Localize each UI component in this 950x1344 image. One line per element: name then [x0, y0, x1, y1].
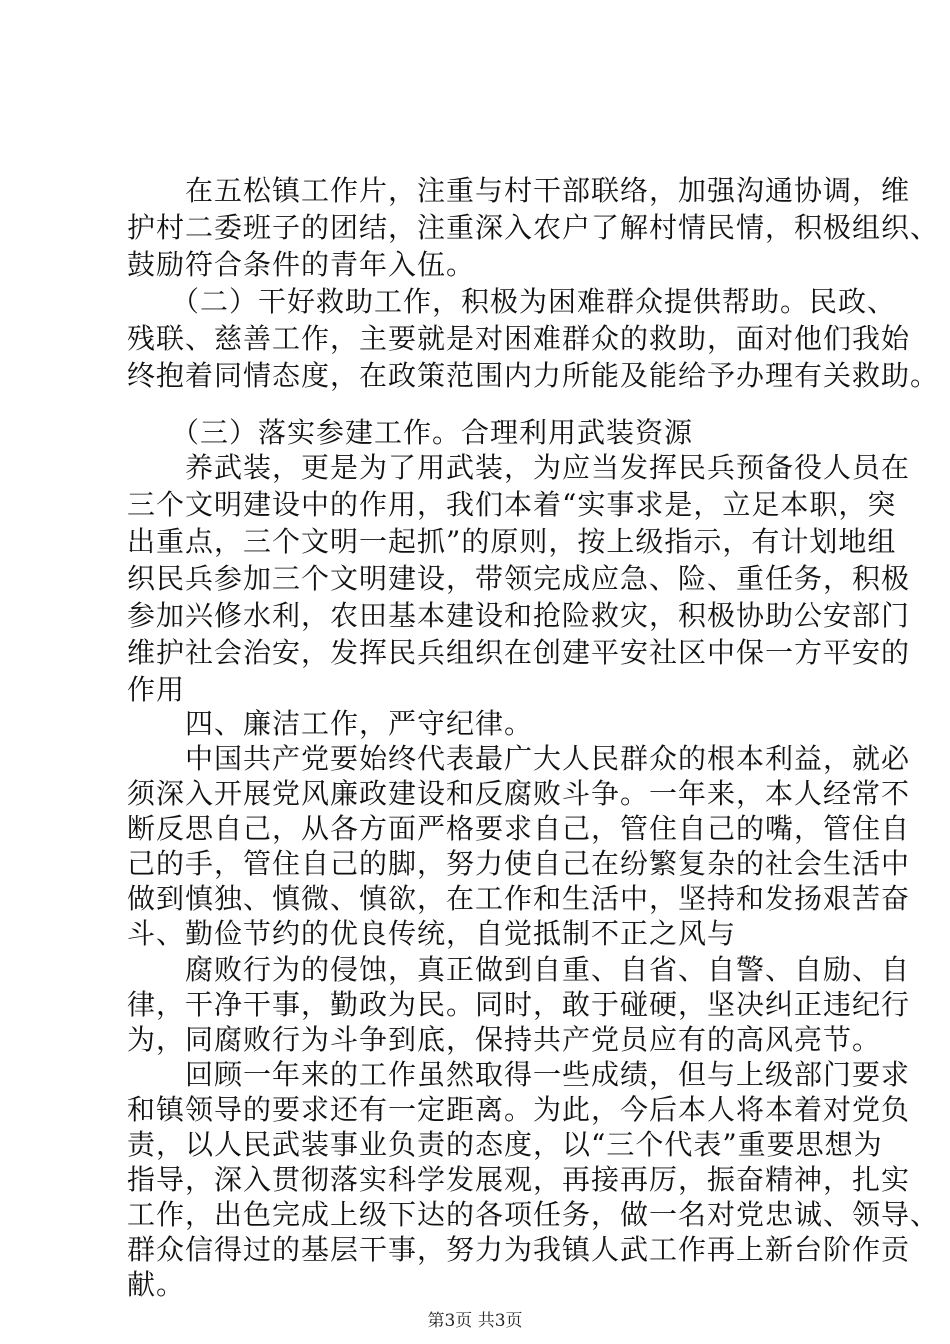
text-line: 指导，深入贯彻落实科学发展观，再接再厉，振奋精神，扎实: [127, 1163, 911, 1196]
text-line: （二）干好救助工作，积极为困难群众提供帮助。民政、: [127, 285, 897, 318]
text-line: 终抱着同情态度，在政策范围内力所能及能给予办理有关救助。: [127, 359, 940, 392]
text-line: 腐败行为的侵蚀，真正做到自重、自省、自警、自励、自: [127, 953, 911, 986]
text-line: 工作，出色完成上级下达的各项任务，做一名对党忠诚、领导、: [127, 1198, 940, 1231]
text-line: 残联、慈善工作，主要就是对困难群众的救助，面对他们我始: [127, 322, 911, 355]
page-footer: 第3页 共3页: [427, 1311, 523, 1331]
text-line: 献。: [127, 1268, 186, 1301]
text-line: 三个文明建设中的作用，我们本着“实事求是，立足本职，突: [127, 488, 897, 521]
text-line: 责，以人民武装事业负责的态度，以“三个代表”重要思想为: [127, 1128, 883, 1161]
text-line: 为，同腐败行为斗争到底，保持共产党员应有的高风亮节。: [127, 1023, 882, 1056]
text-line: 中国共产党要始终代表最广大人民群众的根本利益，就必: [127, 742, 911, 775]
text-line: 在五松镇工作片，注重与村干部联络，加强沟通协调，维: [127, 174, 911, 207]
text-line: 己的手，管住自己的脚，努力使自己在纷繁复杂的社会生活中: [127, 847, 911, 880]
text-line: 出重点，三个文明一起抓”的原则，按上级指示，有计划地组: [127, 525, 897, 558]
text-line: 断反思自己，从各方面严格要求自己，管住自己的嘴，管住自: [127, 812, 911, 845]
text-line: 参加兴修水利，农田基本建设和抢险救灾，积极协助公安部门: [127, 599, 911, 632]
text-line: 鼓励符合条件的青年入伍。: [127, 248, 476, 281]
text-line: 和镇领导的要求还有一定距离。为此，今后本人将本着对党负: [127, 1093, 911, 1126]
text-line: （三）落实参建工作。合理利用武装资源: [127, 416, 694, 449]
text-line: 斗、勤俭节约的优良传统，自觉抵制不正之风与: [127, 917, 737, 950]
text-line: 群众信得过的基层干事，努力为我镇人武工作再上新台阶作贡: [127, 1233, 911, 1266]
text-line: 做到慎独、慎微、慎欲，在工作和生活中，坚持和发扬艰苦奋: [127, 882, 911, 915]
text-line: 律，干净干事，勤政为民。同时，敢于碰硬，坚决纠正违纪行: [127, 988, 911, 1021]
text-line: 回顾一年来的工作虽然取得一些成绩，但与上级部门要求: [127, 1058, 911, 1091]
text-line: 护村二委班子的团结，注重深入农户了解村情民情，积极组织、: [127, 211, 940, 244]
text-line: 作用: [127, 673, 186, 706]
text-line: 须深入开展党风廉政建设和反腐败斗争。一年来，本人经常不: [127, 777, 911, 810]
text-line: 养武装，更是为了用武装，为应当发挥民兵预备役人员在: [127, 451, 911, 484]
text-line: 维护社会治安，发挥民兵组织在创建平安社区中保一方平安的: [127, 636, 911, 669]
text-line: 四、廉洁工作，严守纪律。: [127, 707, 534, 740]
text-line: 织民兵参加三个文明建设，带领完成应急、险、重任务，积极: [127, 562, 911, 595]
